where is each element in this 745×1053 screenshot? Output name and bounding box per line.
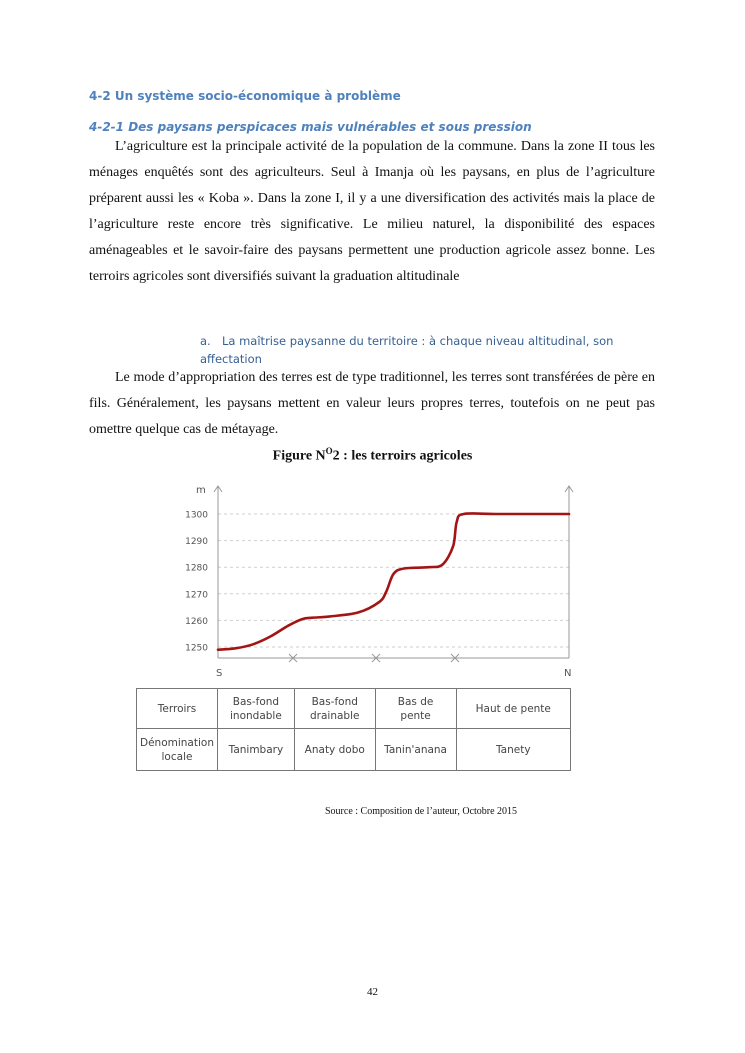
table-cell: Bas-fond inondable [217,689,294,729]
paragraph-2: Le mode d’appropriation des terres est de type traditionnel, les terres sont transférées de père en fils. Généralement, les paysans mettent en valeur leurs propres terres, toutefois on ne peut pas omettre quelque cas de métayage. [89,370,655,437]
y-tick-label: 1250 [185,643,208,654]
subheading-text: La maîtrise paysanne du territoire : à chaque niveau altitudinal, son affectation [200,334,614,366]
y-tick-label: 1260 [185,616,208,627]
table-cell: Tanin'anana [375,729,456,771]
table-cell: Anaty dobo [294,729,375,771]
y-tick-label: 1280 [185,563,208,574]
table-row [137,729,571,771]
section-heading: 4-2 Un système socio-économique à problème [89,89,401,103]
table-cell: Haut de pente [456,689,570,729]
table-cell: Tanimbary [217,729,294,771]
y-tick-label: 1290 [185,537,208,548]
paragraph-1: L’agriculture est la principale activité de la population de la commune. Dans la zone II tous les ménages enquêtés sont des agriculteurs. Seul à Imanja où les paysans, en plus de l’agriculture préparent aussi les « Koba ». Dans la zone I, il y a une diversification des activités mais la place de l’agriculture reste encore très significative. Le milieu naturel, la disponibilité des espaces aménageables et le savoir-faire des paysans permettent une production agricole assez bonne. Les terroirs agricoles sont diversifiés suivant la graduation altitudinale [89,139,655,284]
table-cell: Bas-fond drainable [294,689,375,729]
x-start-label: S [216,668,223,679]
figure-source: Source : Composition de l’auteur, Octobre 2015 [325,806,518,817]
subsection-heading: 4-2-1 Des paysans perspicaces mais vulnérables et sous pression [89,120,532,134]
page-number: 42 [367,986,378,998]
y-tick-labels [185,511,208,654]
x-end-label: N [564,668,572,679]
chart-grid [218,514,569,647]
y-tick-label: 1270 [185,590,208,601]
table-cell: Terroirs [137,689,218,729]
altitude-profile-line [218,513,569,649]
terroirs-table [136,688,571,771]
table-cell: Tanety [456,729,570,771]
table-row [137,689,571,729]
list-marker: a. [200,334,211,348]
figure-title: Figure $N^O2$ : les terroirs agricoles [272,446,473,464]
y-axis-unit: m [196,485,206,496]
table-cell: Bas de pente [375,689,456,729]
table-cell: Dénomination locale [137,729,218,771]
y-tick-label: 1300 [185,510,208,521]
